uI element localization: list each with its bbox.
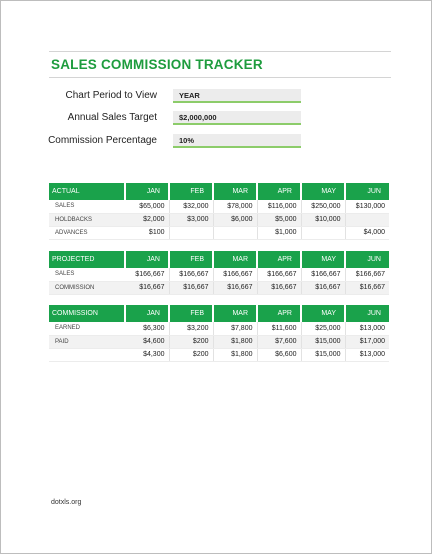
table-cell[interactable]: $1,800 [213,348,257,361]
commission-percentage-input[interactable]: 10% [173,134,301,148]
table-cell[interactable]: $166,667 [213,268,257,281]
table-cell[interactable]: $100 [125,226,169,239]
row-label: COMMISSION [49,281,125,294]
table-cell[interactable]: $13,000 [345,348,389,361]
table-cell[interactable]: $13,000 [345,322,389,335]
table-cell[interactable] [345,213,389,226]
table-cell[interactable]: $250,000 [301,200,345,213]
table-cell[interactable]: $116,000 [257,200,301,213]
month-header-apr: APR [257,183,301,200]
table-row [49,268,389,281]
table-row [49,213,389,226]
month-header-jan: JAN [125,251,169,268]
table-cell[interactable]: $6,300 [125,322,169,335]
month-header-jan: JAN [125,305,169,322]
month-header-feb: FEB [169,183,213,200]
table-row [49,226,389,239]
chart-period-row [49,89,301,105]
table-cell[interactable]: $17,000 [345,335,389,348]
table-cell[interactable]: $166,667 [301,268,345,281]
table-cell[interactable] [301,226,345,239]
table-row [49,322,389,335]
table-cell[interactable]: $6,000 [213,213,257,226]
row-label: EARNED [49,322,125,335]
footer-source: dotxls.org [51,499,82,506]
table-cell[interactable]: $16,667 [257,281,301,294]
commission-percentage-label: Commission Percentage [48,135,157,146]
table-cell[interactable] [169,226,213,239]
table-cell[interactable]: $166,667 [257,268,301,281]
title-divider [49,77,391,78]
month-header-jun: JUN [345,183,389,200]
table-row [49,281,389,294]
chart-period-label: Chart Period to View [65,90,157,101]
annual-target-input[interactable]: $2,000,000 [173,111,301,125]
table-cell[interactable]: $16,667 [345,281,389,294]
annual-target-row [49,111,301,127]
table-cell[interactable]: $32,000 [169,200,213,213]
row-label: SALES [49,268,125,281]
projected-header-row [49,251,389,268]
row-label: ADVANCES [49,226,125,239]
month-header-mar: MAR [213,251,257,268]
annual-target-label: Annual Sales Target [67,112,157,123]
month-header-jan: JAN [125,183,169,200]
commission-table [49,305,389,362]
table-cell[interactable]: $15,000 [301,348,345,361]
month-header-jun: JUN [345,305,389,322]
commission-header-row [49,305,389,322]
table-row [49,335,389,348]
table-cell[interactable]: $16,667 [213,281,257,294]
month-header-feb: FEB [169,251,213,268]
table-cell[interactable]: $5,000 [257,213,301,226]
table-cell[interactable]: $15,000 [301,335,345,348]
table-cell[interactable]: $200 [169,335,213,348]
month-header-apr: APR [257,305,301,322]
top-divider [49,51,391,52]
table-cell[interactable]: $1,800 [213,335,257,348]
chart-period-input[interactable]: YEAR [173,89,301,103]
actual-header-row [49,183,389,200]
table-cell[interactable] [213,226,257,239]
month-header-jun: JUN [345,251,389,268]
table-cell[interactable]: $200 [169,348,213,361]
table-cell[interactable]: $166,667 [345,268,389,281]
table-cell[interactable]: $10,000 [301,213,345,226]
table-cell[interactable]: $16,667 [125,281,169,294]
table-cell[interactable]: $4,300 [125,348,169,361]
table-cell[interactable]: $4,600 [125,335,169,348]
table-cell[interactable]: $166,667 [169,268,213,281]
commission-percentage-row [49,134,301,150]
table-cell[interactable]: $3,000 [169,213,213,226]
row-label: PAID [49,335,125,348]
month-header-may: MAY [301,305,345,322]
row-label: HOLDBACKS [49,213,125,226]
row-label: SALES [49,200,125,213]
table-cell[interactable]: $1,000 [257,226,301,239]
table-cell[interactable]: $25,000 [301,322,345,335]
actual-header-label: ACTUAL [49,183,125,200]
table-row [49,200,389,213]
month-header-apr: APR [257,251,301,268]
table-cell[interactable]: $78,000 [213,200,257,213]
table-cell[interactable]: $130,000 [345,200,389,213]
table-cell[interactable]: $6,600 [257,348,301,361]
table-cell[interactable]: $7,600 [257,335,301,348]
projected-header-label: PROJECTED [49,251,125,268]
table-cell[interactable]: $11,600 [257,322,301,335]
table-cell[interactable]: $4,000 [345,226,389,239]
table-row [49,348,389,361]
row-label [49,348,125,361]
commission-header-label: COMMISSION [49,305,125,322]
month-header-mar: MAR [213,305,257,322]
projected-table [49,251,389,295]
actual-table [49,183,389,240]
table-cell[interactable]: $2,000 [125,213,169,226]
table-cell[interactable]: $16,667 [301,281,345,294]
table-cell[interactable]: $65,000 [125,200,169,213]
page-title: SALES COMMISSION TRACKER [51,57,263,72]
table-cell[interactable]: $166,667 [125,268,169,281]
table-cell[interactable]: $7,800 [213,322,257,335]
month-header-feb: FEB [169,305,213,322]
month-header-may: MAY [301,183,345,200]
month-header-may: MAY [301,251,345,268]
table-cell[interactable]: $3,200 [169,322,213,335]
table-cell[interactable]: $16,667 [169,281,213,294]
month-header-mar: MAR [213,183,257,200]
